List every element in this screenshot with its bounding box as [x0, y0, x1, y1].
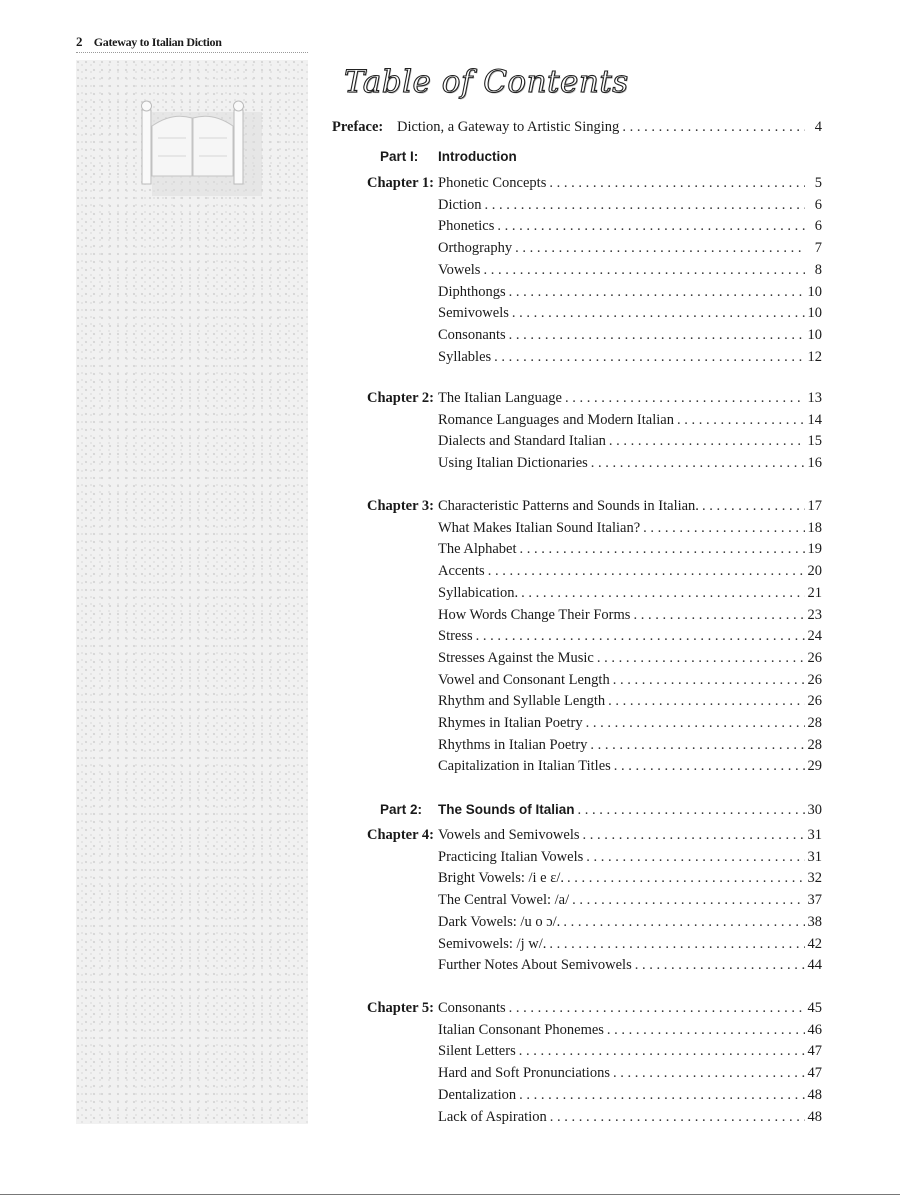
toc-entry-preface[interactable] [397, 118, 822, 136]
chapter-5-label: Chapter 5: [367, 1000, 434, 1016]
entry-title: Orthography [438, 240, 513, 256]
entry-page: 8 [814, 262, 822, 278]
entry-title: Dialects and Standard Italian [438, 433, 606, 449]
entry-title: Vowels [438, 262, 481, 278]
dot-leader [550, 1108, 805, 1126]
chapter-2-label: Chapter 2: [367, 390, 434, 406]
part-1-label: Part I: [380, 149, 419, 164]
toc-entry-section[interactable] [438, 217, 822, 235]
entry-page: 10 [807, 327, 822, 343]
entry-title: Semivowels [438, 305, 509, 321]
decorative-sidebar [76, 60, 308, 1124]
dot-leader [512, 304, 805, 322]
entry-page: 38 [807, 914, 822, 930]
dot-leader [572, 891, 804, 909]
entry-title: The Sounds of Italian [438, 802, 575, 817]
part-2-label: Part 2: [380, 802, 423, 817]
toc-entry-section[interactable] [438, 411, 822, 429]
entry-page: 6 [814, 197, 822, 213]
dot-leader [702, 497, 805, 515]
toc-entry-section[interactable] [438, 627, 822, 645]
toc-entry-section[interactable] [438, 261, 822, 279]
dot-leader [509, 999, 805, 1017]
toc-entry-section[interactable] [438, 757, 822, 775]
entry-page: 44 [807, 957, 822, 973]
dot-leader [586, 714, 805, 732]
toc-entry-section[interactable] [438, 848, 822, 866]
toc-entry-section[interactable] [438, 239, 822, 257]
toc-entry-section[interactable] [438, 326, 822, 344]
entry-page: 10 [807, 284, 822, 300]
entry-title: Using Italian Dictionaries [438, 455, 588, 471]
entry-page: 24 [807, 628, 822, 644]
toc-entry-section[interactable] [438, 196, 822, 214]
toc-entry-section[interactable] [438, 935, 822, 953]
entry-page: 48 [807, 1109, 822, 1125]
entry-title: Vowel and Consonant Length [438, 672, 610, 688]
entry-page: 12 [807, 349, 822, 365]
toc-entry-section[interactable] [438, 283, 822, 301]
dot-leader [567, 869, 805, 887]
preface-label: Preface: [332, 119, 384, 135]
entry-title: Consonants [438, 1000, 506, 1016]
entry-page: 42 [807, 936, 822, 952]
entry-page: 31 [807, 827, 822, 843]
page-number: 2 [76, 34, 83, 49]
toc-entry-section[interactable] [438, 606, 822, 624]
entry-page: 17 [807, 498, 822, 514]
running-head [76, 34, 308, 53]
entry-page: 19 [807, 541, 822, 557]
dot-leader [549, 935, 804, 953]
dot-leader [635, 956, 805, 974]
entry-title: Semivowels: /j w/. [438, 936, 547, 952]
entry-page: 15 [807, 433, 822, 449]
entry-title: Rhythms in Italian Poetry [438, 737, 588, 753]
toc-entry-section[interactable] [438, 1021, 822, 1039]
entry-page: 47 [807, 1043, 822, 1059]
chapter-4-label: Chapter 4: [367, 827, 434, 843]
dot-leader [519, 1086, 804, 1104]
entry-title: Dentalization [438, 1087, 517, 1103]
entry-title: Dark Vowels: /u o ɔ/. [438, 914, 561, 930]
toc-entry-section[interactable] [438, 913, 822, 931]
entry-title: Diphthongs [438, 284, 506, 300]
page-bottom-rule [0, 1194, 900, 1195]
entry-title: Romance Languages and Modern Italian [438, 412, 674, 428]
entry-page: 32 [807, 870, 822, 886]
dot-leader [563, 913, 804, 931]
chapter-3-label: Chapter 3: [367, 498, 434, 514]
entry-page: 21 [807, 585, 822, 601]
entry-title: Accents [438, 563, 485, 579]
dot-leader [609, 432, 805, 450]
entry-page: 26 [807, 693, 822, 709]
entry-title: Capitalization in Italian Titles [438, 758, 611, 774]
dot-leader [590, 736, 804, 754]
dot-leader [614, 757, 805, 775]
dot-leader [476, 627, 805, 645]
toc-entry-section[interactable] [438, 956, 822, 974]
entry-page: 4 [814, 119, 822, 135]
dot-leader [483, 261, 805, 279]
toc-entry-section[interactable] [438, 692, 822, 710]
dot-leader [509, 326, 805, 344]
toc-entry-chapter-5[interactable] [438, 999, 822, 1017]
dot-leader [622, 118, 805, 136]
entry-title: Practicing Italian Vowels [438, 849, 584, 865]
entry-page: 29 [807, 758, 822, 774]
entry-page: 7 [814, 240, 822, 256]
toc-entry-section[interactable] [438, 304, 822, 322]
entry-title: Hard and Soft Pronunciations [438, 1065, 610, 1081]
entry-page: 20 [807, 563, 822, 579]
entry-page: 14 [807, 412, 822, 428]
entry-title: Diction [438, 197, 482, 213]
entry-title: Characteristic Patterns and Sounds in Italian. [438, 498, 699, 514]
entry-title: Italian Consonant Phonemes [438, 1022, 604, 1038]
dot-leader [565, 389, 805, 407]
toc-entry-part-2[interactable] [438, 801, 822, 819]
dot-leader [519, 1042, 805, 1060]
entry-page: 28 [807, 715, 822, 731]
entry-page: 31 [807, 849, 822, 865]
dot-leader [488, 562, 805, 580]
entry-page: 45 [807, 1000, 822, 1016]
gate-icon [136, 96, 266, 206]
entry-page: 37 [807, 892, 822, 908]
entry-title: Phonetic Concepts [438, 175, 547, 191]
entry-page: 26 [807, 672, 822, 688]
dot-leader [586, 848, 804, 866]
entry-title: Stresses Against the Music [438, 650, 594, 666]
toc-entry-section[interactable] [438, 891, 822, 909]
toc-entry-section[interactable] [438, 519, 822, 537]
entry-page: 5 [814, 175, 822, 191]
page-title: Table of Contents [344, 64, 629, 100]
toc-entry-section[interactable] [438, 869, 822, 887]
entry-page: 46 [807, 1022, 822, 1038]
entry-title: Syllabication. [438, 585, 519, 601]
toc-entry-section[interactable] [438, 649, 822, 667]
toc-entry-section[interactable] [438, 454, 822, 472]
entry-page: 26 [807, 650, 822, 666]
entry-title: The Alphabet [438, 541, 517, 557]
toc-entry-section[interactable] [438, 584, 822, 602]
entry-page: 23 [807, 607, 822, 623]
entry-title: Stress [438, 628, 473, 644]
toc-entry-section[interactable] [438, 348, 822, 366]
dot-leader [485, 196, 806, 214]
entry-page: 48 [807, 1087, 822, 1103]
entry-page: 13 [807, 390, 822, 406]
toc-entry-section[interactable] [438, 540, 822, 558]
toc-entry-section[interactable] [438, 1108, 822, 1126]
entry-title: Lack of Aspiration [438, 1109, 547, 1125]
dot-leader [494, 348, 804, 366]
dot-leader [583, 826, 805, 844]
toc-entry-section[interactable] [438, 1042, 822, 1060]
entry-title: Vowels and Semivowels [438, 827, 580, 843]
part-1-title: Introduction [438, 149, 517, 164]
dot-leader [607, 1021, 805, 1039]
entry-title: What Makes Italian Sound Italian? [438, 520, 641, 536]
toc-entry-section[interactable] [438, 736, 822, 754]
entry-title: Further Notes About Semivowels [438, 957, 632, 973]
dot-leader [497, 217, 805, 235]
dot-leader [613, 671, 805, 689]
entry-title: Bright Vowels: /i e ɛ/. [438, 870, 564, 886]
entry-title: Syllables [438, 349, 492, 365]
toc-entry-section[interactable] [438, 714, 822, 732]
toc-entry-chapter-1[interactable] [438, 174, 822, 192]
dot-leader [549, 174, 805, 192]
dot-leader [515, 239, 805, 257]
toc-entry-section[interactable] [438, 1064, 822, 1082]
toc-entry-chapter-3[interactable] [438, 497, 822, 515]
chapter-1-label: Chapter 1: [367, 175, 434, 191]
entry-title: Phonetics [438, 218, 495, 234]
toc-entry-section[interactable] [438, 671, 822, 689]
entry-page: 16 [807, 455, 822, 471]
entry-title: How Words Change Their Forms [438, 607, 631, 623]
entry-title: Silent Letters [438, 1043, 516, 1059]
dot-leader [597, 649, 805, 667]
toc-entry-chapter-4[interactable] [438, 826, 822, 844]
dot-leader [591, 454, 805, 472]
dot-leader [643, 519, 804, 537]
dot-leader [521, 584, 804, 602]
entry-title: Rhythm and Syllable Length [438, 693, 606, 709]
dot-leader [633, 606, 804, 624]
toc-entry-chapter-2[interactable] [438, 389, 822, 407]
toc-entry-section[interactable] [438, 562, 822, 580]
entry-page: 10 [807, 305, 822, 321]
entry-page: 28 [807, 737, 822, 753]
entry-title: Consonants [438, 327, 506, 343]
entry-page: 47 [807, 1065, 822, 1081]
entry-page: 30 [807, 802, 822, 818]
dot-leader [613, 1064, 805, 1082]
entry-title: Diction, a Gateway to Artistic Singing [397, 119, 620, 135]
dot-leader [608, 692, 804, 710]
dot-leader [677, 411, 805, 429]
dot-leader [578, 801, 805, 819]
dot-leader [509, 283, 805, 301]
entry-title: The Italian Language [438, 390, 562, 406]
entry-title: Rhymes in Italian Poetry [438, 715, 583, 731]
entry-page: 6 [814, 218, 822, 234]
toc-entry-section[interactable] [438, 432, 822, 450]
toc-entry-section[interactable] [438, 1086, 822, 1104]
dot-leader [520, 540, 805, 558]
entry-title: The Central Vowel: /a/ [438, 892, 570, 908]
entry-page: 18 [807, 520, 822, 536]
book-title: Gateway to Italian Diction [93, 35, 222, 49]
